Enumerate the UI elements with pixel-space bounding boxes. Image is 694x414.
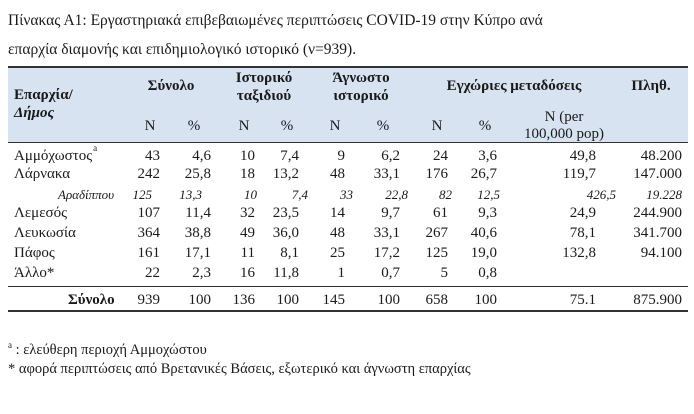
header-total-pct: % [187, 118, 201, 134]
cell-local-pct: 40,6 [470, 225, 497, 241]
row-label: Αμμόχωστος [14, 148, 93, 164]
cell-unknown-n: 48 [330, 166, 345, 182]
header-total: Σύνολο [147, 78, 195, 94]
cell-unknown-pct: 6,2 [381, 148, 400, 164]
cell-unknown-n: 1 [337, 265, 345, 281]
cell-travel-n: 49 [240, 225, 255, 241]
cell-travel-n: 10 [244, 187, 257, 202]
caption-line-1: Πίνακας Α1: Εργαστηριακά επιβεβαιωμένες περιπτώσεις COVID-19 στην Κύπρο ανά [8, 12, 543, 29]
cell-total-pct: 11,4 [185, 205, 211, 221]
row-label: Λευκωσία [14, 225, 76, 241]
cell-unknown-pct: 22,8 [385, 187, 408, 202]
cell-local-pct: 0,8 [478, 265, 497, 281]
caption-line-2: επαρχία διαμονής και επιδημιολογικό ιστορικό (ν=939). [8, 41, 357, 58]
header-local: Εγχώριες μεταδόσεις [446, 78, 582, 94]
total-cell-rate: 75.1 [569, 292, 596, 308]
cell-local-n: 82 [439, 187, 452, 202]
row-label: Πάφος [14, 245, 55, 261]
cell-travel-pct: 11,8 [273, 265, 299, 281]
header-region-line-2: Δήμος [14, 105, 55, 121]
cell-total-n: 125 [132, 187, 152, 202]
cell-travel-pct: 13,2 [272, 166, 299, 182]
cell-total-pct: 38,8 [184, 225, 211, 241]
cell-total-pct: 17,1 [184, 245, 211, 261]
cell-local-n: 5 [440, 265, 448, 281]
cell-total-n: 161 [137, 245, 160, 261]
table-bottom-rule [8, 310, 688, 312]
cell-pop: 341.700 [633, 225, 682, 241]
total-cell-local-pct: 100 [474, 292, 497, 308]
header-unknown-line-1: Άγνωστο [332, 70, 390, 86]
cell-travel-pct: 36,0 [272, 225, 299, 241]
cell-total-n: 22 [145, 265, 160, 281]
cell-local-pct: 12,5 [477, 187, 500, 202]
cell-unknown-n: 33 [340, 187, 353, 202]
cell-pop: 94.100 [640, 245, 682, 261]
cell-local-n: 61 [433, 205, 448, 221]
total-cell-local-n: 658 [425, 292, 448, 308]
row-label: Λεμεσός [14, 205, 68, 221]
row-label: Λάρνακα [14, 166, 71, 182]
cell-rate: 132,8 [562, 245, 596, 261]
cell-travel-pct: 23,5 [272, 205, 299, 221]
cell-unknown-n: 14 [330, 205, 345, 221]
table-top-rule [8, 66, 688, 68]
cell-total-n: 242 [137, 166, 160, 182]
cell-unknown-pct: 33,1 [373, 225, 400, 241]
cell-pop: 244.900 [633, 205, 682, 221]
cell-pop: 19.228 [646, 187, 682, 202]
header-region-line-1: Επαρχία/ [14, 87, 73, 103]
header-total-n: N [144, 118, 156, 134]
cell-rate: 49,8 [569, 148, 596, 164]
cell-unknown-pct: 0,7 [381, 265, 400, 281]
footnote-a-text: : ελεύθερη περιοχή Αμμοχώστου [12, 342, 207, 358]
table-total-rule [8, 286, 688, 287]
cell-local-pct: 19,0 [470, 245, 497, 261]
total-cell-travel-pct: 100 [276, 292, 299, 308]
row-label: Αραδίππου [58, 187, 115, 202]
header-local-n: N [431, 118, 443, 134]
cell-total-n: 107 [137, 205, 160, 221]
cell-total-pct: 2,3 [192, 265, 211, 281]
header-rate-line-2: 100,000 pop) [524, 126, 604, 142]
footnote-star: * αφορά περιπτώσεις από Βρετανικές Βάσεις, εξωτερικό και άγνωστη επαρχίας [8, 361, 471, 377]
footnote-a-mark: a [8, 340, 12, 351]
cell-local-n: 125 [425, 245, 448, 261]
cell-travel-pct: 8,1 [280, 245, 299, 261]
cell-travel-n: 11 [240, 245, 255, 261]
header-travel-line-2: ταξιδιού [236, 88, 292, 104]
table-caption [8, 6, 688, 64]
total-cell-pop: 875.900 [633, 292, 682, 308]
cell-unknown-pct: 17,2 [373, 245, 400, 261]
header-unknown-n: N [329, 118, 341, 134]
header-local-pct: % [478, 118, 492, 134]
header-unknown-line-2: ιστορικό [333, 88, 389, 104]
cell-unknown-pct: 33,1 [373, 166, 400, 182]
cell-travel-pct: 7,4 [280, 148, 299, 164]
footnote-a [8, 341, 207, 359]
cell-unknown-n: 48 [330, 225, 345, 241]
header-population: Πληθ. [631, 78, 671, 94]
cell-travel-n: 10 [240, 148, 255, 164]
row-label: Άλλο* [14, 265, 55, 281]
cell-travel-n: 32 [240, 205, 255, 221]
cell-total-pct: 25,8 [184, 166, 211, 182]
total-cell-total-pct: 100 [188, 292, 211, 308]
cell-rate: 426,5 [586, 187, 616, 202]
cell-rate: 78,1 [569, 225, 596, 241]
header-travel-line-1: Ιστορικό [235, 70, 293, 86]
cell-pop: 48.200 [640, 148, 682, 164]
cell-unknown-pct: 9,7 [381, 205, 400, 221]
header-unknown-pct: % [376, 118, 390, 134]
cell-local-pct: 9,3 [478, 205, 497, 221]
total-cell-unknown-n: 145 [322, 292, 345, 308]
cell-local-n: 176 [425, 166, 448, 182]
cell-total-pct: 4,6 [192, 148, 211, 164]
cases-table [8, 66, 688, 312]
cell-local-n: 24 [433, 148, 448, 164]
row-label-superscript: a [93, 143, 98, 153]
cell-total-n: 43 [145, 148, 160, 164]
cell-total-n: 364 [137, 225, 160, 241]
cell-local-n: 267 [425, 225, 448, 241]
cell-rate: 24,9 [569, 205, 596, 221]
header-travel-pct: % [280, 118, 294, 134]
total-cell-travel-n: 136 [232, 292, 255, 308]
total-cell-unknown-pct: 100 [377, 292, 400, 308]
row-label-wrapper [93, 144, 97, 162]
total-cell-total-n: 939 [137, 292, 160, 308]
cell-rate: 119,7 [562, 166, 596, 182]
cell-local-pct: 26,7 [470, 166, 497, 182]
cell-unknown-n: 25 [330, 245, 345, 261]
cell-local-pct: 3,6 [478, 148, 497, 164]
cell-travel-n: 18 [240, 166, 255, 182]
cell-pop: 147.000 [633, 166, 682, 182]
cell-travel-pct: 7,4 [291, 187, 308, 202]
header-travel-n: N [238, 118, 250, 134]
cell-unknown-n: 9 [337, 148, 345, 164]
total-row-label: Σύνολο [68, 292, 115, 308]
cell-travel-n: 16 [240, 265, 255, 281]
header-rate-line-1: N (per [544, 109, 584, 125]
cell-total-pct: 13,3 [179, 187, 202, 202]
